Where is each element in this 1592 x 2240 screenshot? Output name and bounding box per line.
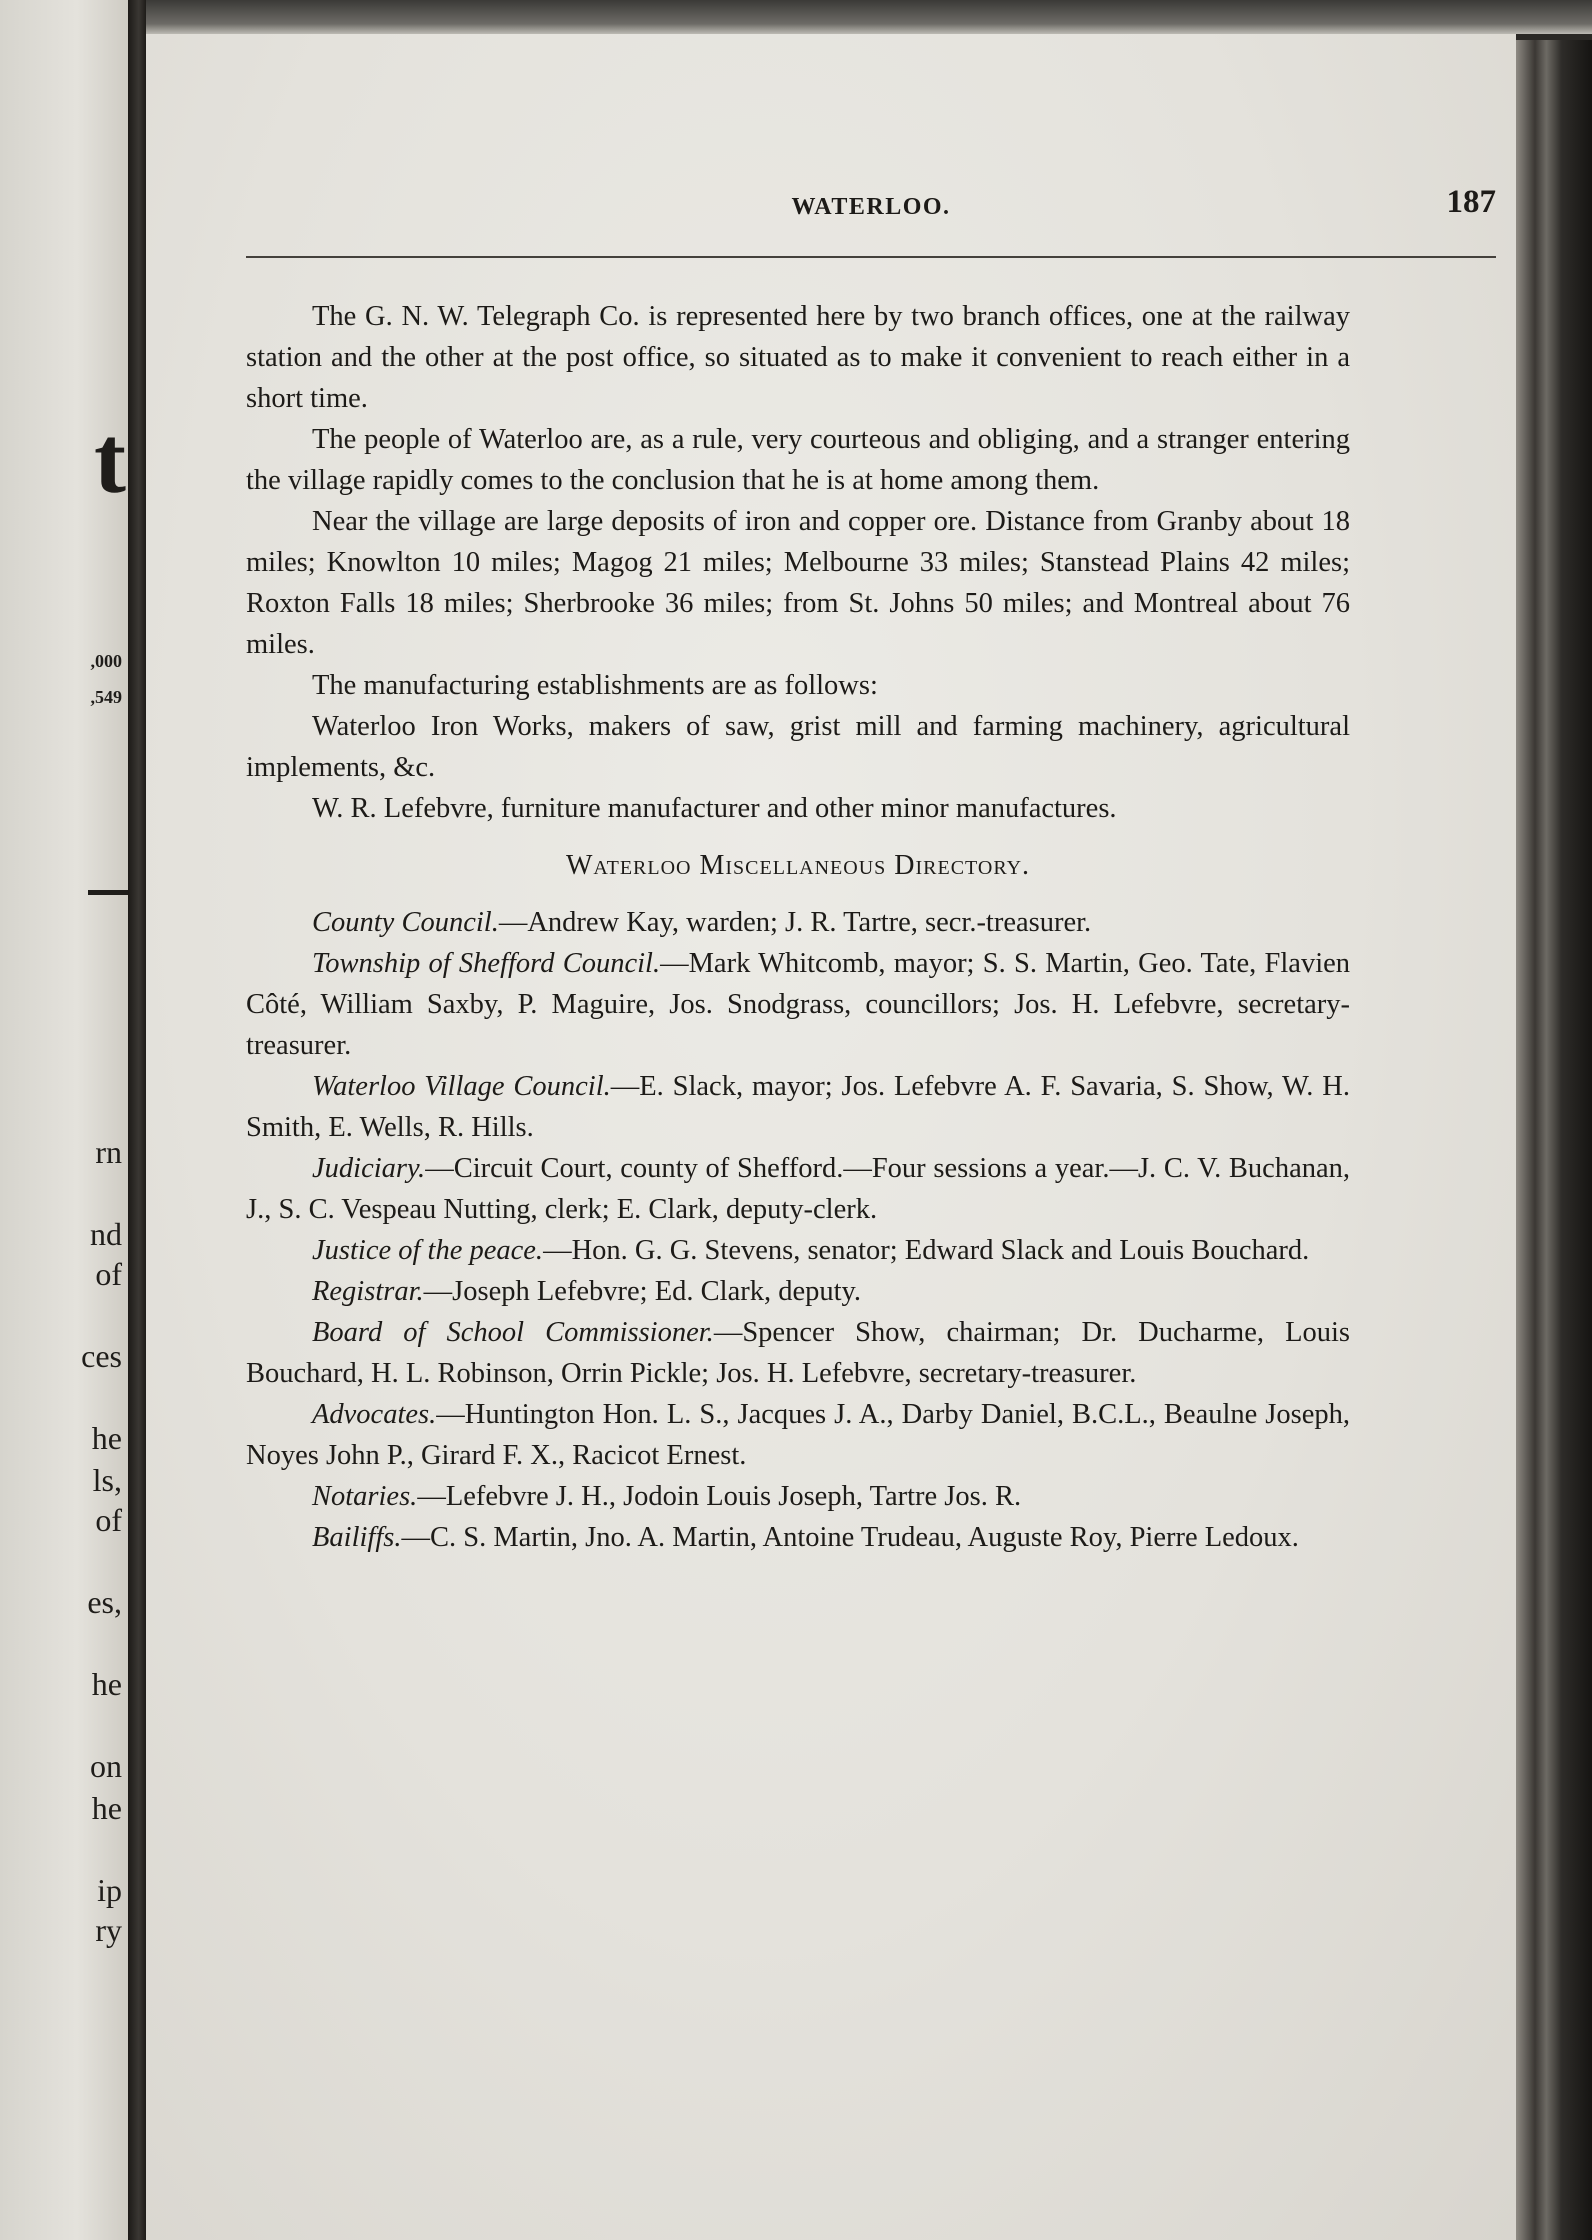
prev-page-fragment: nd	[90, 1216, 122, 1252]
prev-page-fragment: t	[94, 406, 126, 513]
entry-text: —Spencer Show, chairman; Dr. Ducharme, Louis Bouchard, H. L. Robinson, Orrin Pickle; Jos. H. Lefebvre, secretary-treasurer.	[246, 1317, 1350, 1389]
paragraph: Near the village are large deposits of iron and copper ore. Distance from Granby about 18 miles; Knowlton 10 miles; Magog 21 miles; Melbourne 33 miles; Stanstead Plains 42 miles; Roxton Falls 18 miles; Sherbrooke 36 miles; from St. Johns 50 miles; and Montreal about 76 miles.	[246, 506, 1350, 660]
directory-entry	[246, 902, 1350, 943]
book-page	[146, 34, 1516, 2240]
entry-label: County Council.	[312, 907, 499, 938]
prev-page-fragment: es,	[87, 1584, 122, 1620]
paragraph: The G. N. W. Telegraph Co. is represented here by two branch offices, one at the railway station and the other at the post office, so situated as to make it convenient to reach either in a short time.	[246, 301, 1350, 414]
directory-entry	[246, 1066, 1350, 1148]
prev-page-fragment: ,000	[90, 651, 122, 671]
entry-text: —Joseph Lefebvre; Ed. Clark, deputy.	[423, 1276, 862, 1307]
directory-entry	[246, 1476, 1350, 1517]
prev-page-fragment: of	[95, 1502, 122, 1538]
directory-heading: Waterloo Miscellaneous Directory.	[565, 850, 1031, 881]
entry-text: —Andrew Kay, warden; J. R. Tartre, secr.-treasurer.	[498, 907, 1092, 938]
prev-page-fragment: of	[95, 1256, 122, 1292]
entry-label: Notaries.	[312, 1481, 418, 1512]
entry-label: Registrar.	[312, 1276, 424, 1307]
directory-entry	[246, 943, 1350, 1066]
top-edge	[146, 0, 1592, 34]
prev-page-rule	[88, 890, 128, 895]
entry-label: Waterloo Village Council.	[312, 1071, 611, 1102]
entry-text: —Lefebvre J. H., Jodoin Louis Joseph, Tartre Jos. R.	[417, 1481, 1022, 1512]
directory-entry	[246, 1312, 1350, 1394]
running-header	[246, 184, 1496, 244]
entry-label: Township of Shefford Council.	[312, 948, 661, 979]
prev-page-fragment: on	[90, 1748, 122, 1784]
entry-text: —E. Slack, mayor; Jos. Lefebvre A. F. Savaria, S. Show, W. H. Smith, E. Wells, R. Hills.	[246, 1071, 1350, 1143]
entry-label: Bailiffs.	[312, 1522, 402, 1553]
paragraph: W. R. Lefebvre, furniture manufacturer and other minor manufactures.	[312, 793, 1117, 824]
paragraph: Waterloo Iron Works, makers of saw, grist mill and farming machinery, agricultural implements, &c.	[246, 711, 1350, 783]
directory-entry	[246, 1148, 1350, 1230]
paragraph: The people of Waterloo are, as a rule, very courteous and obliging, and a stranger entering the village rapidly comes to the conclusion that he is at home among them.	[246, 424, 1350, 496]
prev-page-fragment: rn	[95, 1134, 122, 1170]
entry-text: —Mark Whitcomb, mayor; S. S. Martin, Geo. Tate, Flavien Côté, William Saxby, P. Maguire, Jos. Snodgrass, councillors; Jos. H. Lefebvre, secretary-treasurer.	[246, 948, 1351, 1061]
prev-page-fragment: ry	[95, 1912, 122, 1948]
entry-label: Board of School Commissioner.	[312, 1317, 714, 1348]
prev-page-fragment: ip	[97, 1872, 122, 1908]
previous-page-strip	[0, 0, 128, 2240]
entry-text: —Huntington Hon. L. S., Jacques J. A., Darby Daniel, B.C.L., Beaulne Joseph, Noyes John P., Girard F. X., Racicot Ernest.	[246, 1399, 1350, 1471]
book-gutter	[128, 0, 146, 2240]
prev-page-fragment: he	[91, 1790, 122, 1826]
directory-entry	[246, 1394, 1350, 1476]
entry-label: Judiciary.	[312, 1153, 426, 1184]
entry-label: Advocates.	[312, 1399, 437, 1430]
entry-text: —C. S. Martin, Jno. A. Martin, Antoine Trudeau, Auguste Roy, Pierre Ledoux.	[401, 1522, 1299, 1553]
prev-page-fragment: ces	[81, 1338, 122, 1374]
entry-text: —Circuit Court, county of Shefford.—Four sessions a year.—J. C. V. Buchanan, J., S. C. Vespeau Nutting, clerk; E. Clark, deputy-clerk.	[246, 1153, 1350, 1225]
directory-entry	[246, 1230, 1350, 1271]
book-cover-edge	[1516, 40, 1592, 2240]
paragraph: The manufacturing establishments are as follows:	[312, 670, 878, 701]
prev-page-fragment: ls,	[92, 1462, 122, 1498]
page-number: 187	[1446, 184, 1496, 220]
prev-page-fragment: ,549	[90, 687, 122, 707]
directory-entry	[246, 1271, 1350, 1312]
running-title: WATERLOO.	[791, 194, 951, 220]
entry-label: Justice of the peace.	[312, 1235, 544, 1266]
directory-entry	[246, 1517, 1350, 1558]
prev-page-fragment: he	[91, 1420, 122, 1456]
body-text	[246, 296, 1350, 1558]
header-rule	[246, 256, 1496, 258]
prev-page-fragment: he	[91, 1666, 122, 1702]
entry-text: —Hon. G. G. Stevens, senator; Edward Slack and Louis Bouchard.	[543, 1235, 1310, 1266]
